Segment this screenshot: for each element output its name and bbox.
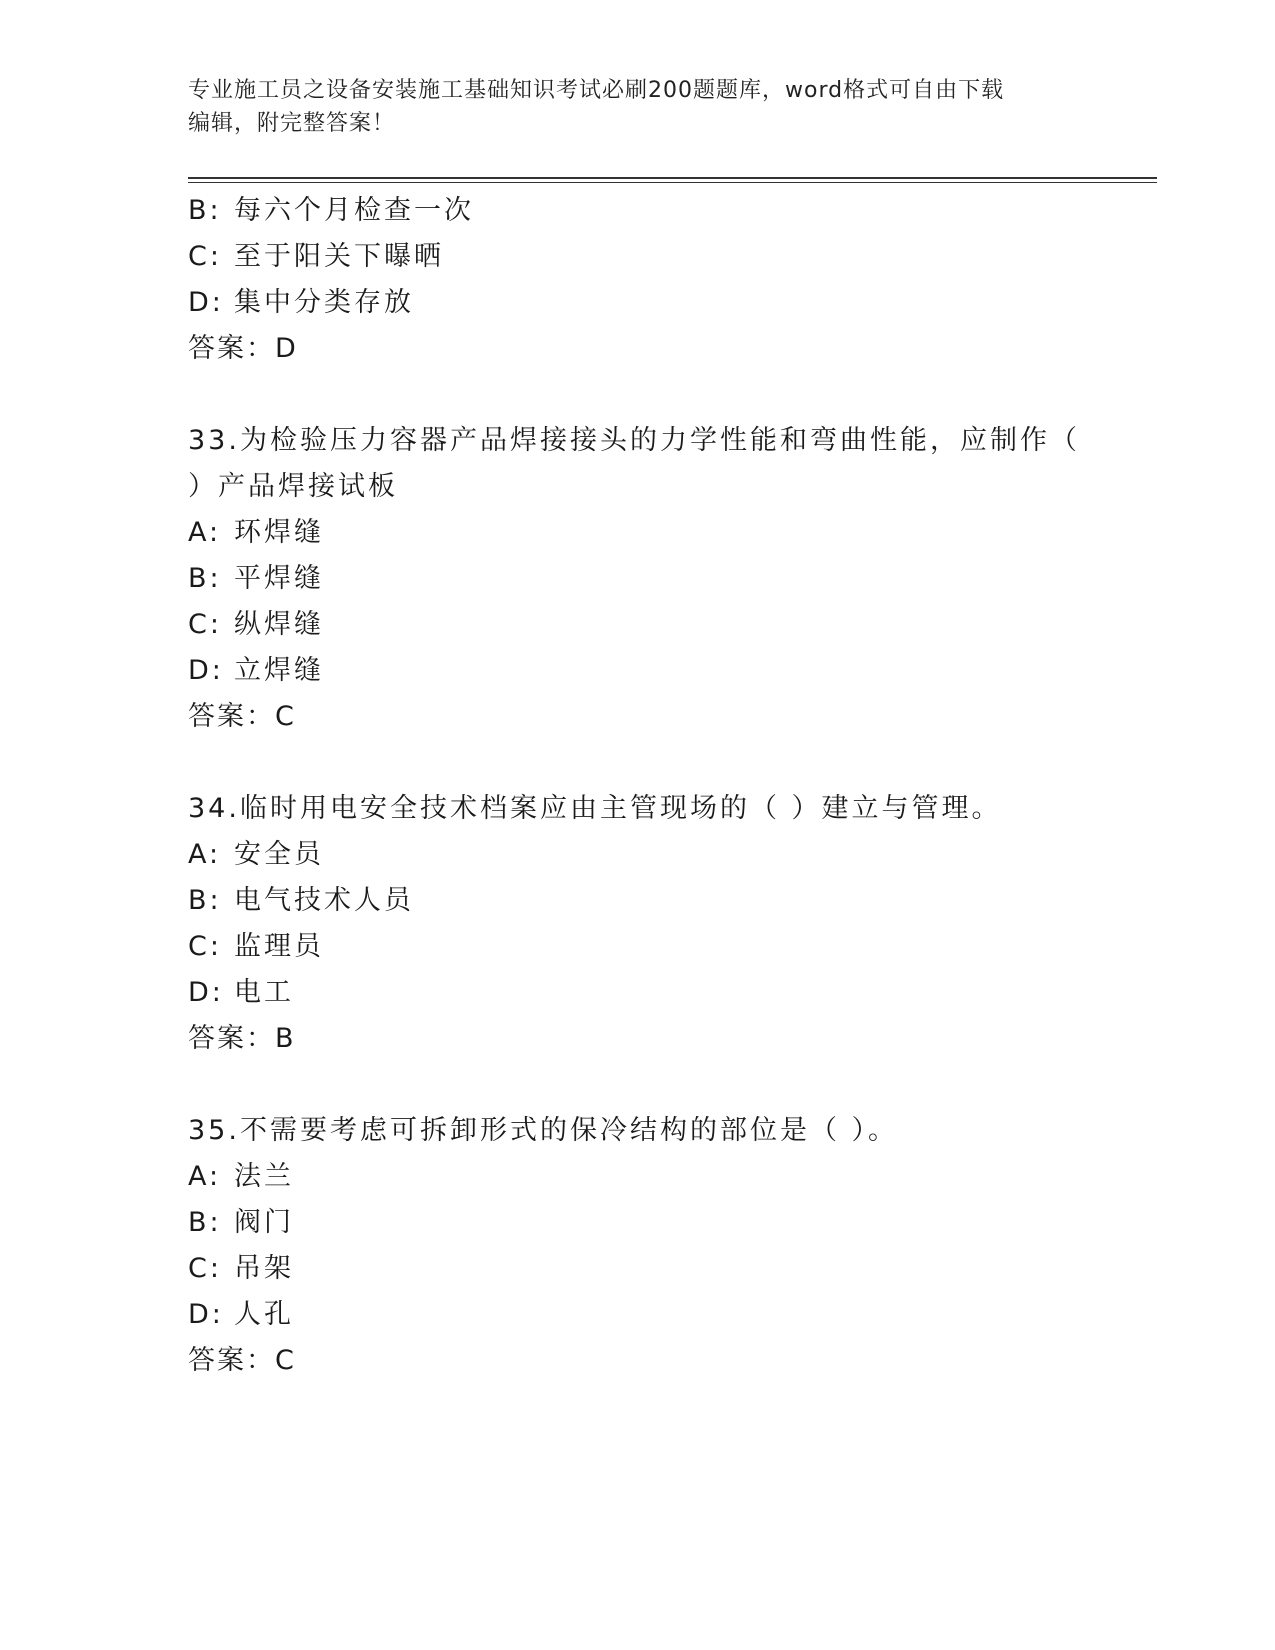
option-c: C: 监理员 [188,931,324,962]
header-line-2: 编辑，附完整答案！ [188,111,396,136]
question-33 [188,418,1088,740]
question-list [188,188,1088,1384]
answer-text: 答案：B [188,1023,296,1054]
option-d: D: 电工 [188,977,294,1008]
option-c: C: 纵焊缝 [188,609,324,640]
header-divider-thin [188,182,1157,183]
document-header [188,74,1088,140]
question-text: 34.临时用电安全技术档案应由主管现场的（ ）建立与管理。 [188,793,1002,824]
question-35 [188,1108,1088,1384]
answer-text: 答案：C [188,1345,296,1376]
option-b: B: 每六个月检查一次 [188,195,474,226]
option-b: B: 平焊缝 [188,563,324,594]
option-c: C: 吊架 [188,1253,294,1284]
option-a: A: 法兰 [188,1161,294,1192]
answer-text: 答案：C [188,701,296,732]
option-d: D: 立焊缝 [188,655,324,686]
option-d: D: 集中分类存放 [188,287,414,318]
option-d: D: 人孔 [188,1299,294,1330]
spacer [188,1062,1088,1108]
header-divider-thick [188,177,1157,179]
question-34 [188,786,1088,1062]
option-b: B: 电气技术人员 [188,885,414,916]
option-a: A: 环焊缝 [188,517,324,548]
header-line-1: 专业施工员之设备安装施工基础知识考试必刷200题题库，word格式可自由下载 [188,78,1005,103]
question-text: 33.为检验压力容器产品焊接接头的力学性能和弯曲性能，应制作（ [188,425,1080,456]
question-text: 35.不需要考虑可拆卸形式的保冷结构的部位是（ ）。 [188,1115,899,1146]
spacer [188,372,1088,418]
question-text-continued: ）产品焊接试板 [188,471,398,502]
question-32-continued [188,188,1088,372]
option-b: B: 阀门 [188,1207,294,1238]
option-c: C: 至于阳关下曝晒 [188,241,444,272]
option-a: A: 安全员 [188,839,324,870]
spacer [188,740,1088,786]
answer-text: 答案：D [188,333,298,364]
